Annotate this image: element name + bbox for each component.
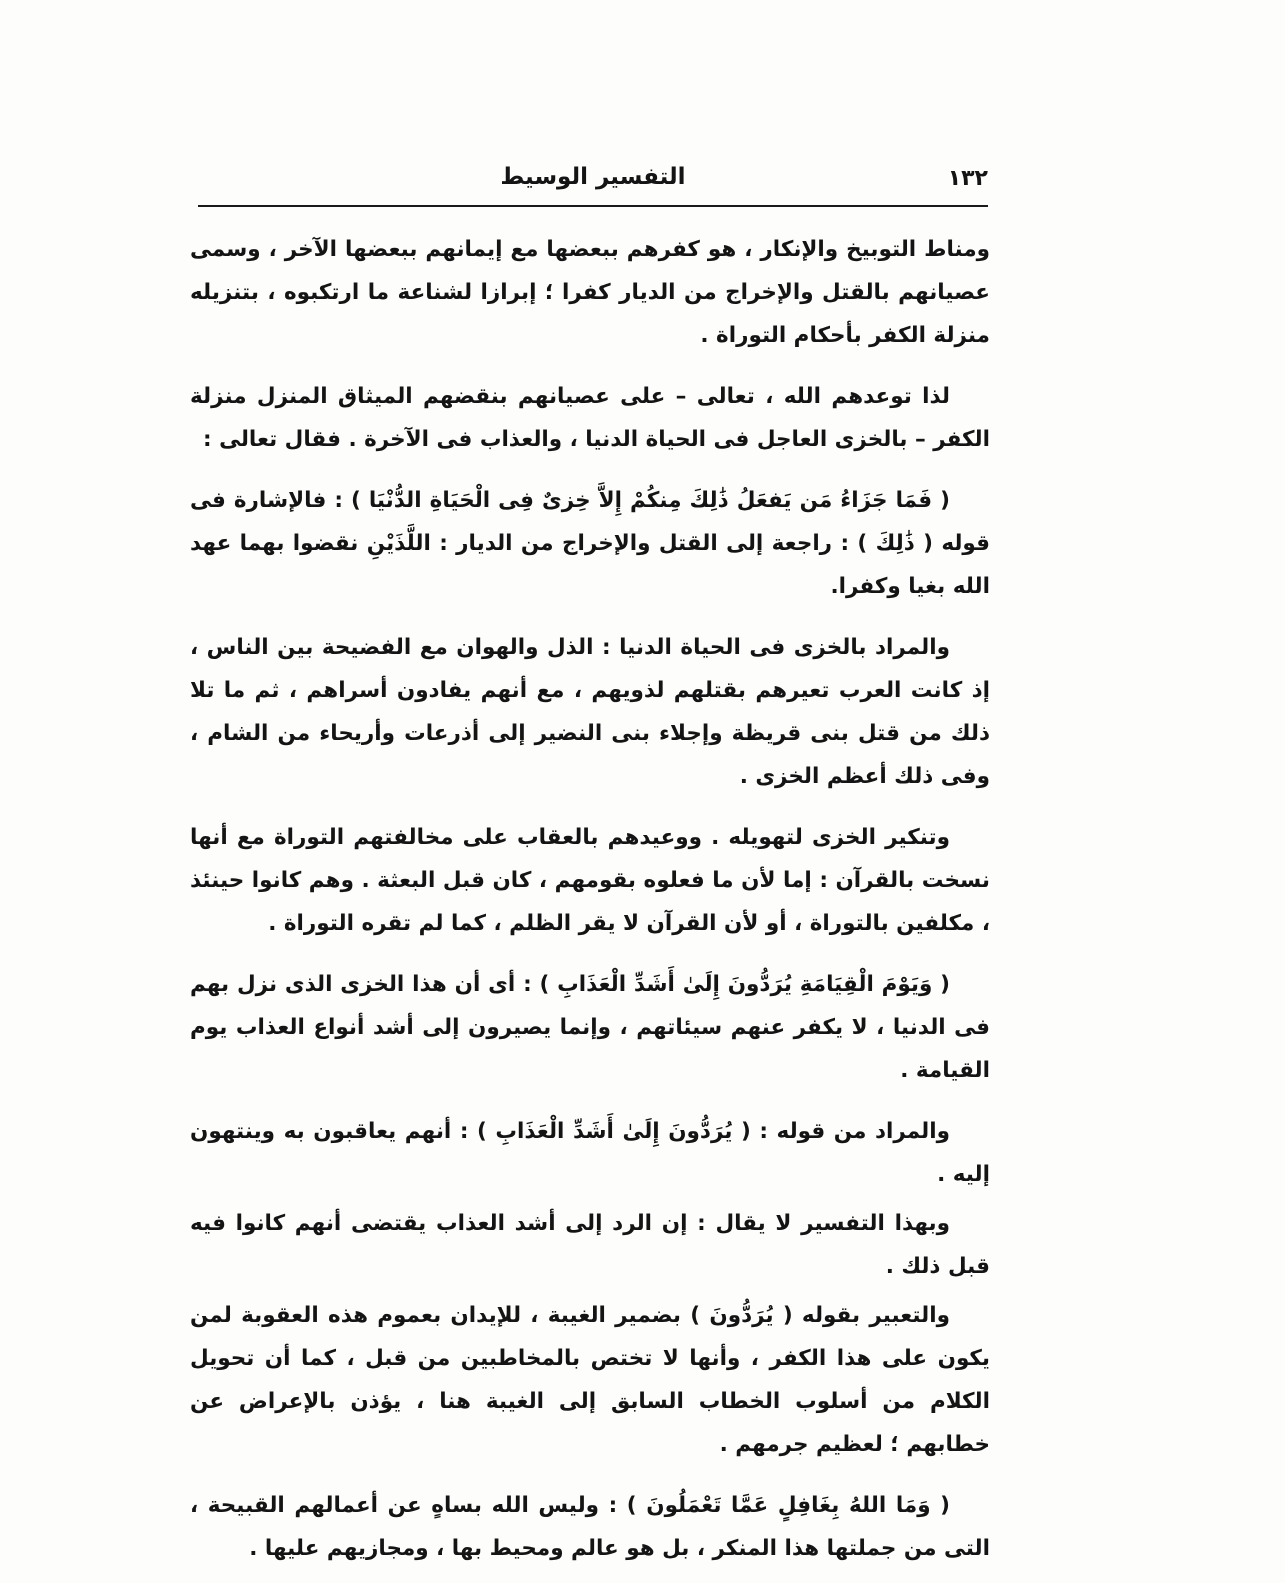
paragraph: والتعبير بقوله ( يُرَدُّونَ ) بضمير الغيبة ، للإيدان بعموم هذه العقوبة لمن يكون على هذا الكفر ، وأنها لا تختص بالمخاطبين من قبل ، كما أن تحويل الكلام من أسلوب الخطاب السابق إلى الغيبة هنا ، يؤذن بالإعراض عن خطابهم ؛ لعظيم جرمهم . [190,1303,990,1457]
page-number: ١٣٢ [947,166,988,191]
paragraph: ( وَمَا اللهُ بِغَافِلٍ عَمَّا تَعْمَلُونَ ) : وليس الله بساهٍ عن أعمالهم القبيحة ، التى من جملتها هذا المنكر ، بل هو عالم ومحيط بها ، ومجازيهم عليها . [190,1493,990,1561]
paragraph: وبهذا التفسير لا يقال : إن الرد إلى أشد العذاب يقتضى أنهم كانوا فيه قبل ذلك . [190,1211,990,1279]
paragraph: وتنكير الخزى لتهويله . ووعيدهم بالعقاب على مخالفتهم التوراة مع أنها نسخت بالقرآن : إما لأن ما فعلوه بقومهم ، كان قبل البعثة . وهم كانوا حينئذ ، مكلفين بالتوراة ، أو لأن القرآن لا يقر الظلم ، كما لم تقره التوراة . [190,825,990,936]
page-header [198,160,988,210]
paragraph: والمراد بالخزى فى الحياة الدنيا : الذل والهوان مع الفضيحة بين الناس ، إذ كانت العرب تعيرهم بقتلهم لذويهم ، مع أنهم يفادون أسراهم ، ثم ما تلا ذلك من قتل بنى قريظة وإجلاء بنى النضير إلى أذرعات وأريحاء من الشام ، وفى ذلك أعظم الخزى . [190,635,990,789]
body-text [190,228,990,1570]
header-rule [198,205,988,207]
paragraph: لذا توعدهم الله ، تعالى – على عصيانهم بنقضهم الميثاق المنزل منزلة الكفر – بالخزى العاجل فى الحياة الدنيا ، والعذاب فى الآخرة . فقال تعالى : [190,384,990,452]
running-title: التفسير الوسيط [500,164,686,190]
paragraph: ( وَيَوْمَ الْقِيَامَةِ يُرَدُّونَ إِلَىٰ أَشَدِّ الْعَذَابِ ) : أى أن هذا الخزى الذى نزل بهم فى الدنيا ، لا يكفر عنهم سيئاتهم ، وإنما يصيرون إلى أشد أنواع العذاب يوم القيامة . [190,972,990,1083]
paragraph: والمراد من قوله : ( يُرَدُّونَ إِلَىٰ أَشَدِّ الْعَذَابِ ) : أنهم يعاقبون به وينتهون إليه . [190,1119,990,1187]
paragraph: ومناط التوبيخ والإنكار ، هو كفرهم ببعضها مع إيمانهم ببعضها الآخر ، وسمى عصيانهم بالقتل والإخراج من الديار كفرا ؛ إبرازا لشناعة ما ارتكبوه ، بتنزيله منزلة الكفر بأحكام التوراة . [190,237,990,348]
paragraph: ( فَمَا جَزَاءُ مَن يَفعَلُ ذَٰلِكَ مِنكُمْ إِلاَّ خِزىٌ فِى الْحَيَاةِ الدُّنْيَا ) : فالإشارة فى قوله ( ذَٰلِكَ ) : راجعة إلى القتل والإخراج من الديار : اللَّذَيْنِ نقضوا بهما عهد الله بغيا وكفرا. [190,488,990,599]
